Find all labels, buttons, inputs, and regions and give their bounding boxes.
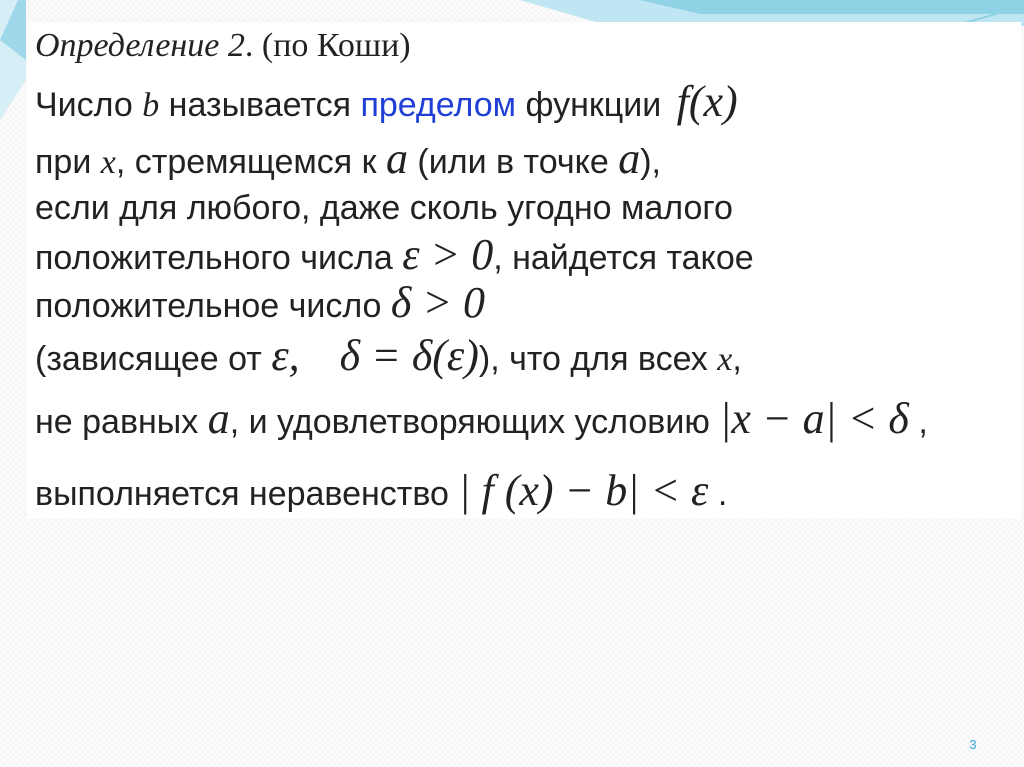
text-segment: ,	[908, 403, 928, 441]
epsilon-condition: ε > 0	[402, 230, 494, 279]
text-segment: , и удовлетворяющих условию	[229, 403, 720, 441]
variable-x: x	[717, 341, 733, 378]
variable-a: a	[207, 394, 230, 443]
variable-a: a	[618, 134, 641, 183]
highlighted-term: пределом	[360, 86, 517, 124]
text-segment: ),	[640, 143, 661, 181]
text-segment: если для любого, даже сколь угодно малого	[35, 189, 733, 227]
left-band-dark	[0, 0, 26, 60]
text-segment: ), что для всех	[478, 340, 718, 378]
line-epsilon	[35, 230, 754, 280]
variable-a: a	[385, 134, 408, 183]
variable-b: b	[142, 87, 160, 124]
text-segment: .	[708, 475, 728, 513]
heading-rest: . (по Коши)	[244, 27, 411, 64]
text-segment: положительное число	[35, 287, 391, 325]
line-limit-definition	[35, 77, 738, 127]
text-segment: функции	[516, 86, 671, 124]
text-segment: ,	[732, 340, 742, 378]
text-segment: , найдется такое	[493, 239, 754, 277]
top-band-dark	[640, 0, 1024, 14]
text-segment: , стремящемся к	[115, 143, 386, 181]
line-inequality	[35, 466, 727, 516]
text-segment: выполняется неравенство	[35, 475, 459, 513]
variable-x: x	[100, 144, 116, 181]
text-segment: положительного числа	[35, 239, 403, 277]
line-dependent	[35, 331, 742, 381]
abs-x-minus-a-condition: |x − a| < δ	[719, 394, 909, 443]
text-segment: называется	[159, 86, 361, 124]
left-band	[0, 0, 26, 120]
line-delta	[35, 278, 485, 328]
function-fx: f(x)	[676, 77, 738, 126]
line-condition	[35, 394, 928, 444]
text-segment: (или в точке	[407, 143, 619, 181]
text-segment: (зависящее от	[35, 340, 272, 378]
epsilon-symbol: ε,	[271, 331, 300, 380]
definition-heading	[35, 21, 411, 71]
text-segment: при	[35, 143, 101, 181]
line-x-tends	[35, 134, 661, 184]
text-segment: Число	[35, 86, 143, 124]
delta-condition: δ > 0	[390, 278, 486, 327]
abs-fx-minus-b-inequality: | f (x) − b| < ε	[458, 466, 709, 515]
line-for-any	[35, 183, 733, 233]
text-segment: не равных	[35, 403, 208, 441]
page-number: 3	[969, 737, 977, 752]
heading-italic: Определение 2	[35, 27, 245, 64]
delta-of-epsilon: δ = δ(ε)	[339, 331, 479, 380]
